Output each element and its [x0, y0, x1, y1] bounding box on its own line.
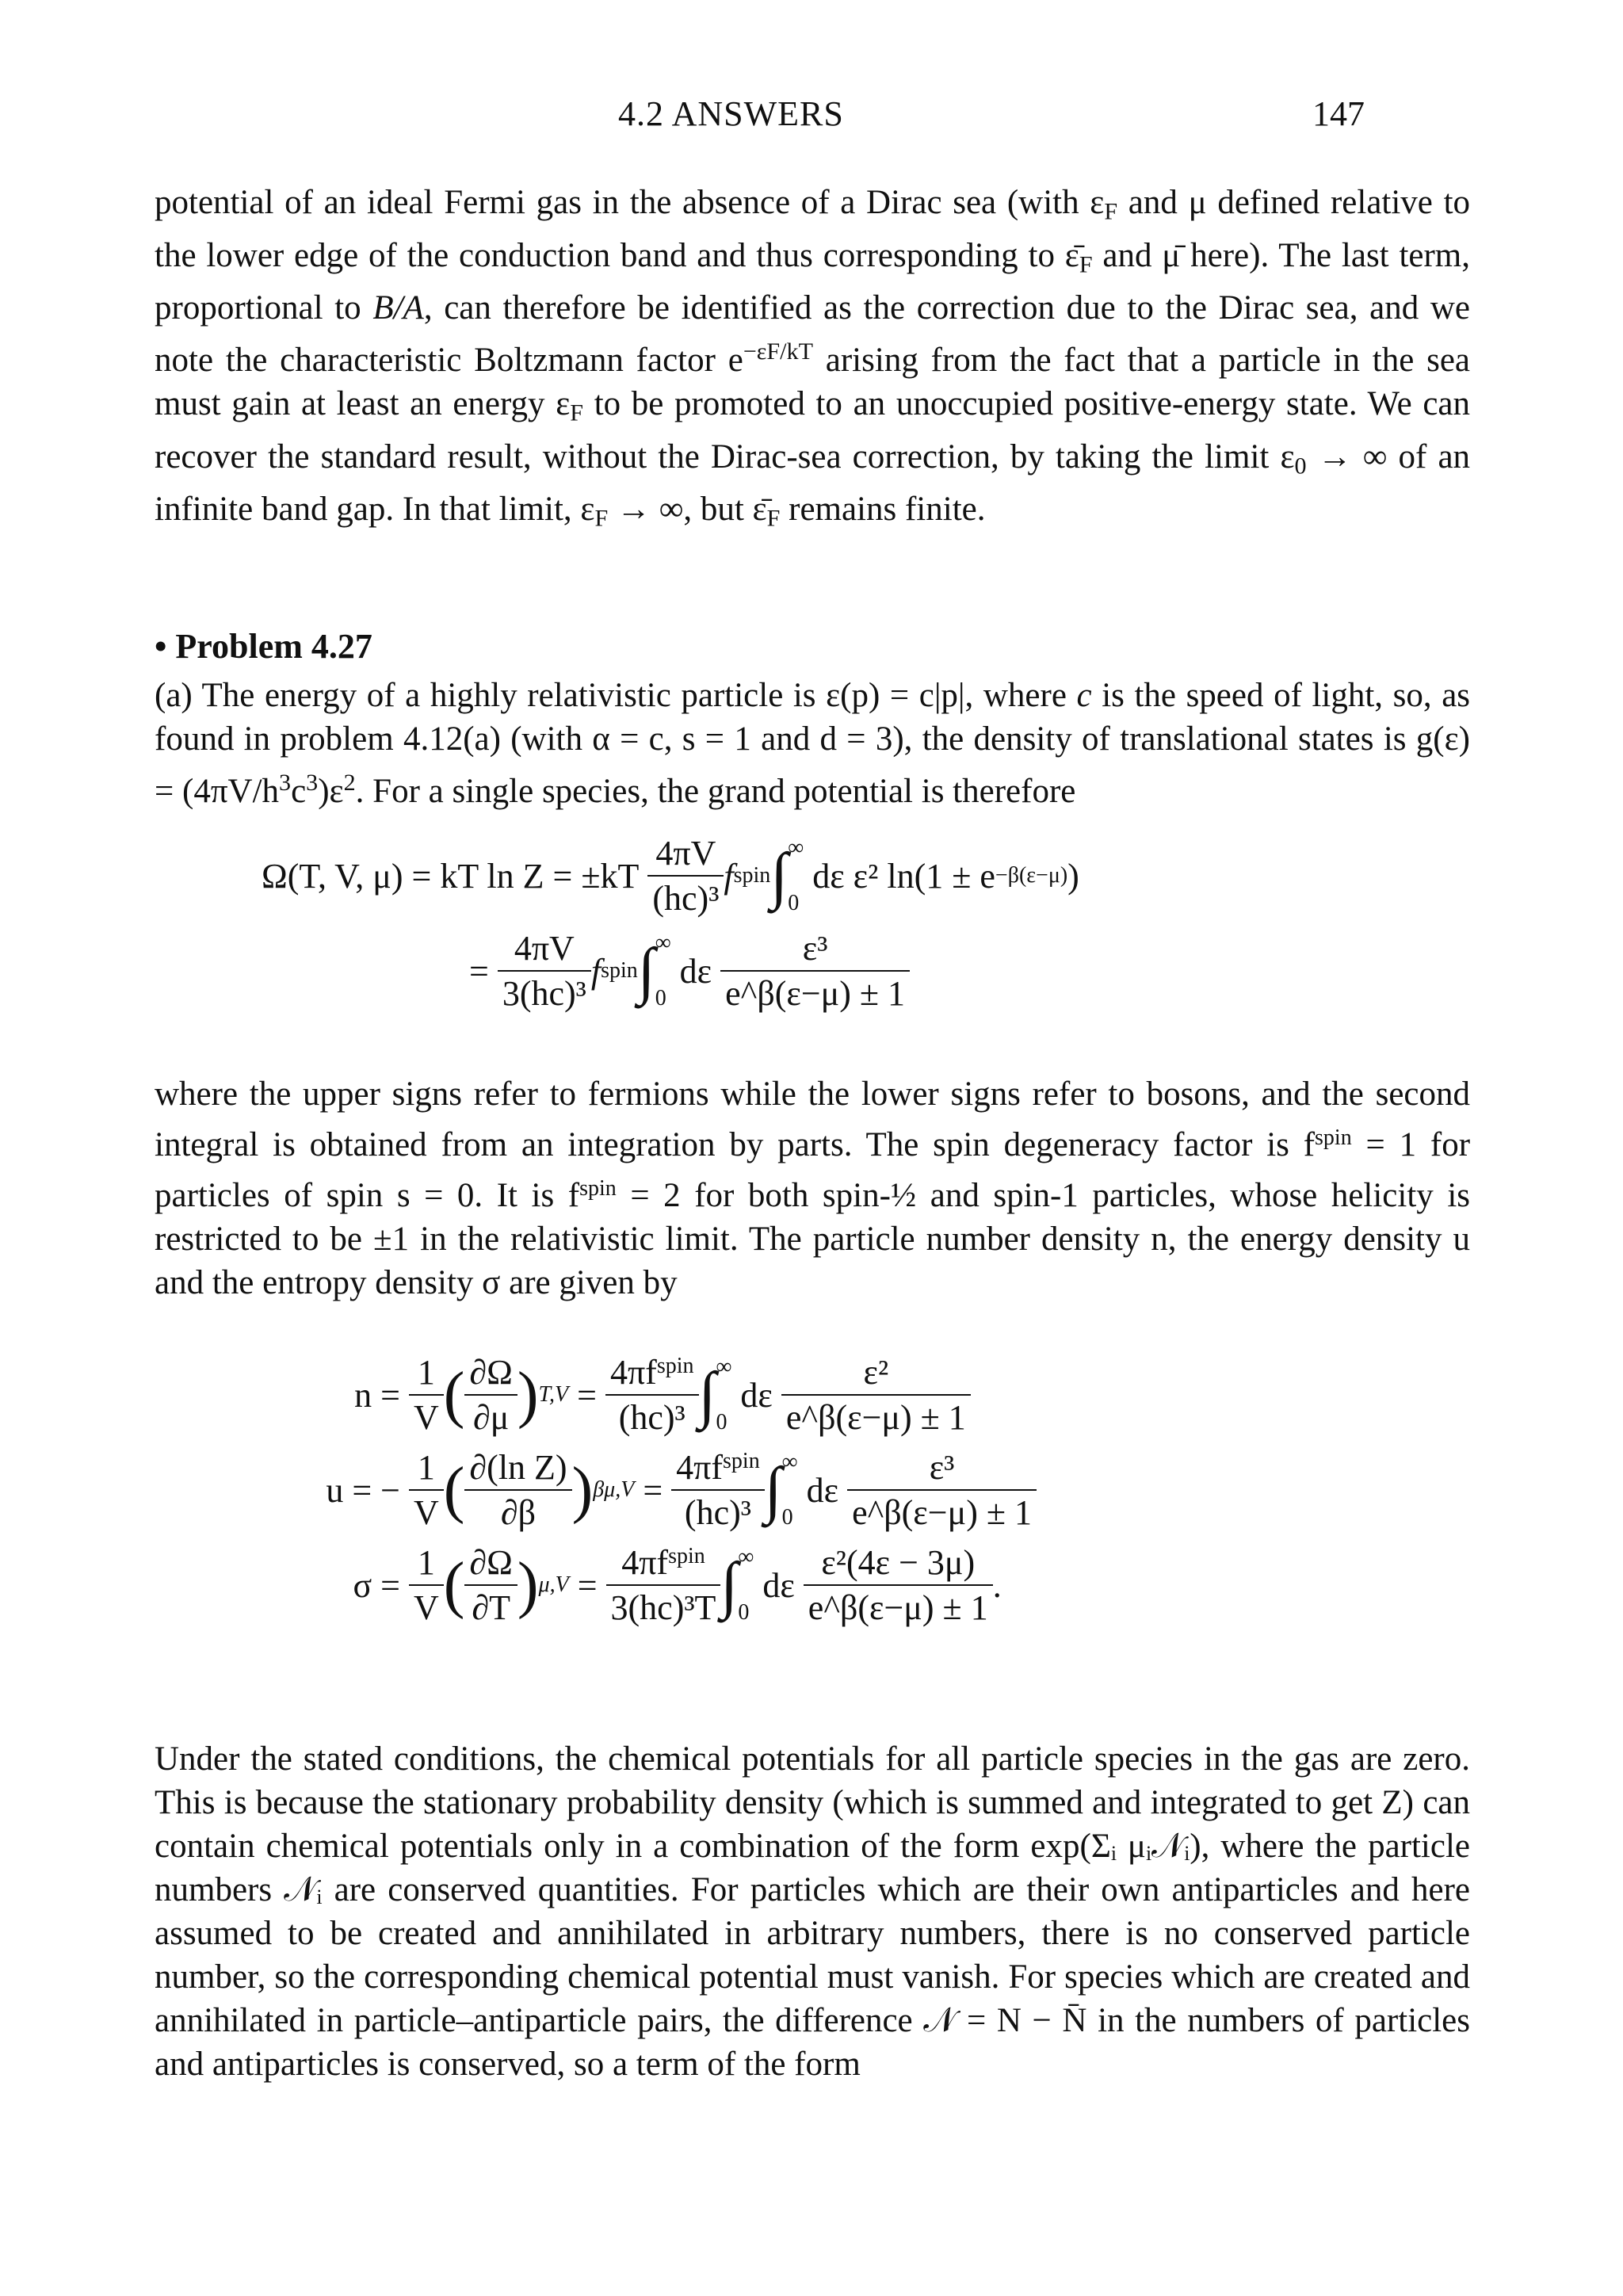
paragraph-chemical-potentials: Under the stated conditions, the chemical potentials for all particle species in the gas are zero. This is because the stationary probability density (which is summed and integrated to get Z) can contain chemical potentials only in a combination of the form exp(Σᵢ μᵢ𝒩ᵢ), where the particle numbers 𝒩ᵢ are conserved quantities. For particles which are their own antiparticles and here assumed to be created and annihilated in arbitrary numbers, there is no conserved particle number, so the corresponding chemical potential must vanish. For species which are created and annihilated in particle–antiparticle pairs, the difference 𝒩 = N − N̄ in the numbers of particles and antiparticles is conserved, so a term of the form: [155, 1740, 1471, 2083]
equation-number-density: n = $\frac{1}{V}$ ( $\frac{\partial\Omega}{\partial\mu}$ ) T,V = $\frac{4\pi f^{spin}}{\text{(hc)³}}$ ∫ ∞ 0 dε $\frac{\text{ε²}}{e\^{}\beta(\varepsilon-\mu) \pm 1}$: [321, 1347, 1470, 1442]
problem-heading: • Problem 4.27: [155, 627, 372, 666]
equation-grand-potential: Ω(T, V, μ) = kT ln Z = ±kT $\frac{4\pi V}{\text{(hc)³}}$ f spin ∫ ∞ 0 dε ε² ln(1 ± e −β(ε−μ) ) = $\frac{4\pi V}{\text{3(hc)³}}$ f spin ∫ ∞ 0 dε $\frac{\text{ε³}}{e\^{}\beta(\varepsilon-\mu) \pm 1}$: [262, 834, 1079, 1013]
running-head: 4.2 ANSWERS: [618, 94, 844, 133]
equation-densities: [321, 1347, 1470, 1633]
paragraph-problem-a: (a) The energy of a highly relativistic particle is ε(p) = c|p|, where c is the speed of light, so, as found in problem 4.12(a) (with α = c, s = 1 and d = 3), the density of translational states is $g(\varepsilon) = (4\pi V/h^3c^3)\varepsilon^2$. For a single species, the grand potential is therefore: [155, 677, 1471, 811]
page-number: 147: [1312, 94, 1365, 133]
equation-energy-density: u = − $\frac{1}{V}$ ( $\frac{\text{∂(ln Z)}}{\partial\beta}$ ) βμ,V = $\frac{4\pi f^{spin}}{\text{(hc)³}}$ ∫ ∞ 0 dε $\frac{\text{ε³}}{e\^{}\beta(\varepsilon-\mu) \pm 1}$: [321, 1442, 1470, 1538]
integral-sign: ∫: [770, 841, 789, 911]
paragraph-dirac-sea: potential of an ideal Fermi gas in the absence of a Dirac sea (with $\varepsilon_F$ and μ defined relative to the lower edge of the conduction band and thus corresponding to $\varepsilon̄_F$ and μ̄ here). The last term, proportional to B/A, can therefore be identified as the correction due to the Dirac sea, and we note the characteristic Boltzmann factor $e^{-\varepsilon F/kT}$ arising from the fact that a particle in the sea must gain at least an energy $\varepsilon_F$ to be promoted to an unoccupied positive-energy state. We can recover the standard result, without the Dirac-sea correction, by taking the limit $\varepsilon_0$ → ∞ of an infinite band gap. In that limit, $\varepsilon_F$ → ∞, but $\varepsilon̄_F$ remains finite.: [155, 184, 1471, 532]
equation-entropy-density: σ = $\frac{1}{V}$ ( $\frac{\partial\Omega}{\partial T}$ ) μ,V = $\frac{4\pi f^{spin}}{\text{3(hc)³T}}$ ∫ ∞ 0 dε $\frac{\text{ε²(4ε − 3μ)}}{e\^{}\beta(\varepsilon-\mu) \pm 1}$ .: [353, 1543, 1002, 1627]
page-header: [0, 94, 1623, 141]
paragraph-spin-degeneracy: where the upper signs refer to fermions while the lower signs refer to bosons, and the second integral is obtained from an integration by parts. The spin degeneracy factor is $f^{spin} = 1$ for particles of spin s = 0. It is $f^{spin} = 2$ for both spin-½ and spin-1 particles, whose helicity is restricted to be ±1 in the relativistic limit. The particle number density n, the energy density u and the entropy density σ are given by: [155, 1075, 1471, 1301]
